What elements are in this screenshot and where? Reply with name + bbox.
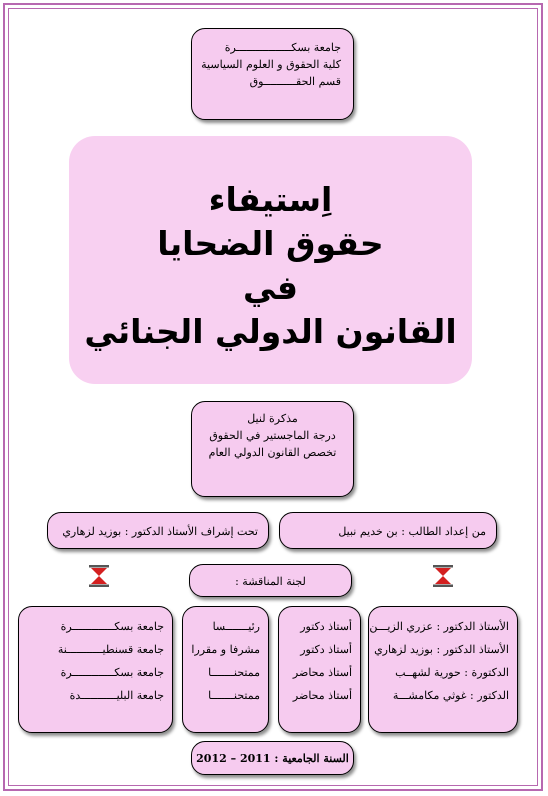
jury-name: الدكتور : غوثي مكامشـــة xyxy=(392,689,509,702)
jury-role: ممتحنـــــــا xyxy=(208,666,260,679)
academic-year: السنة الجامعية : 2011 – 2012 xyxy=(196,752,349,765)
jury-rank: أستاذ محاضر xyxy=(292,666,352,679)
jury-university: جامعة بسكـــــــــــــرة xyxy=(60,620,164,633)
jury-university: جامعة قسنطيـــــــــــنة xyxy=(57,643,164,656)
faculty-name: كلية الحقوق و العلوم السياسية xyxy=(201,58,341,71)
university-name: جامعة بسكـــــــــــــــــرة xyxy=(224,41,341,54)
jury-name: الدكتورة : حورية لشهــب xyxy=(395,666,509,679)
jury-label: لجنة المناقشة : xyxy=(235,575,306,588)
student-box xyxy=(279,512,497,549)
jury-rank: أستاذ محاضر xyxy=(292,689,352,702)
jury-name: الأستاذ الدكتور : بوزيد لزهاري xyxy=(374,643,509,656)
title-line-3: في xyxy=(243,268,298,307)
jury-ranks-box xyxy=(278,606,361,733)
memo-line-1: مذكرة لنيل xyxy=(247,412,298,425)
jury-role: مشرفا و مقررا xyxy=(191,643,260,656)
jury-name: الأستاذ الدكتور : عزري الزيـــن xyxy=(369,620,509,633)
memo-box xyxy=(191,401,354,497)
academic-year-box xyxy=(191,741,354,775)
title-box xyxy=(69,136,472,384)
department-name: قسم الحقــــــــــوق xyxy=(249,75,341,88)
jury-universities-box xyxy=(18,606,173,733)
hourglass-icon-left xyxy=(88,565,110,587)
jury-roles-box xyxy=(182,606,269,733)
supervisor-name: تحت إشراف الأستاذ الدكتور : بوزيد لزهاري xyxy=(62,525,258,538)
jury-label-box xyxy=(189,564,352,597)
jury-rank: أستاذ دكتور xyxy=(300,620,352,633)
memo-line-2: درجة الماجستير في الحقوق xyxy=(209,429,336,442)
student-name: من إعداد الطالب : بن خديم نبيل xyxy=(338,525,486,538)
jury-role: ممتحنـــــــا xyxy=(208,689,260,702)
hourglass-icon-right xyxy=(432,565,454,587)
title-line-2: حقوق الضحايا xyxy=(157,224,384,263)
supervisor-box xyxy=(47,512,269,549)
title-line-1: اِستيفاء xyxy=(208,180,333,219)
jury-university: جامعة البليـــــــــــدة xyxy=(69,689,164,702)
jury-rank: أستاذ دكتور xyxy=(300,643,352,656)
jury-role: رئيـــــــسا xyxy=(212,620,260,633)
memo-line-3: تخصص القانون الدولي العام xyxy=(208,446,337,459)
jury-names-box xyxy=(368,606,518,733)
university-box xyxy=(191,28,354,120)
title-line-4: القانون الدولي الجنائي xyxy=(84,312,457,351)
jury-university: جامعة بسكـــــــــــــرة xyxy=(60,666,164,679)
